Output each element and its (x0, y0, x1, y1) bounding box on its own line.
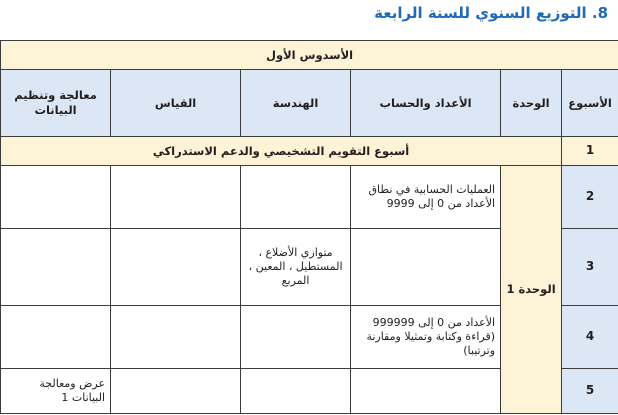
data-cell (1, 306, 111, 369)
data-cell (1, 229, 111, 306)
header-week: الأسبوع (562, 70, 618, 137)
diagnostic-week-note: أسبوع التقويم التشخيصي والدعم الاستدراكي (1, 137, 562, 166)
measurement-cell (111, 369, 241, 414)
week-number: 1 (562, 137, 618, 166)
header-numbers: الأعداد والحساب (351, 70, 501, 137)
geometry-cell: متوازي الأضلاع ، المستطيل ، المعين ، المربع (241, 229, 351, 306)
measurement-cell (111, 306, 241, 369)
header-unit: الوحدة (501, 70, 562, 137)
numbers-cell (351, 369, 501, 414)
week-number: 3 (562, 229, 618, 306)
numbers-cell: الأعداد من 0 إلى 999999 (قراءة وكتابة وتمثيلا ومقارنة وترتيبا) (351, 306, 501, 369)
measurement-cell (111, 166, 241, 229)
data-cell: عرض ومعالجة البيانات 1 (1, 369, 111, 414)
geometry-cell (241, 306, 351, 369)
header-measurement: القياس (111, 70, 241, 137)
week-number: 4 (562, 306, 618, 369)
data-cell (1, 166, 111, 229)
column-header-row (1, 70, 618, 137)
week-number: 5 (562, 369, 618, 414)
table-row (1, 166, 618, 229)
section-title: 8. التوزيع السنوي للسنة الرابعة (374, 4, 608, 22)
header-data: معالجة وتنظيم البيانات (1, 70, 111, 137)
header-geometry: الهندسة (241, 70, 351, 137)
table-row (1, 137, 618, 166)
measurement-cell (111, 229, 241, 306)
term-row (1, 41, 618, 70)
unit-label: الوحدة 1 (501, 166, 562, 414)
geometry-cell (241, 369, 351, 414)
geometry-cell (241, 166, 351, 229)
numbers-cell (351, 229, 501, 306)
numbers-cell: العمليات الحسابية في نطاق الأعداد من 0 إلى 9999 (351, 166, 501, 229)
week-number: 2 (562, 166, 618, 229)
annual-plan-table (0, 40, 618, 414)
term-header: الأسدوس الأول (1, 41, 618, 70)
